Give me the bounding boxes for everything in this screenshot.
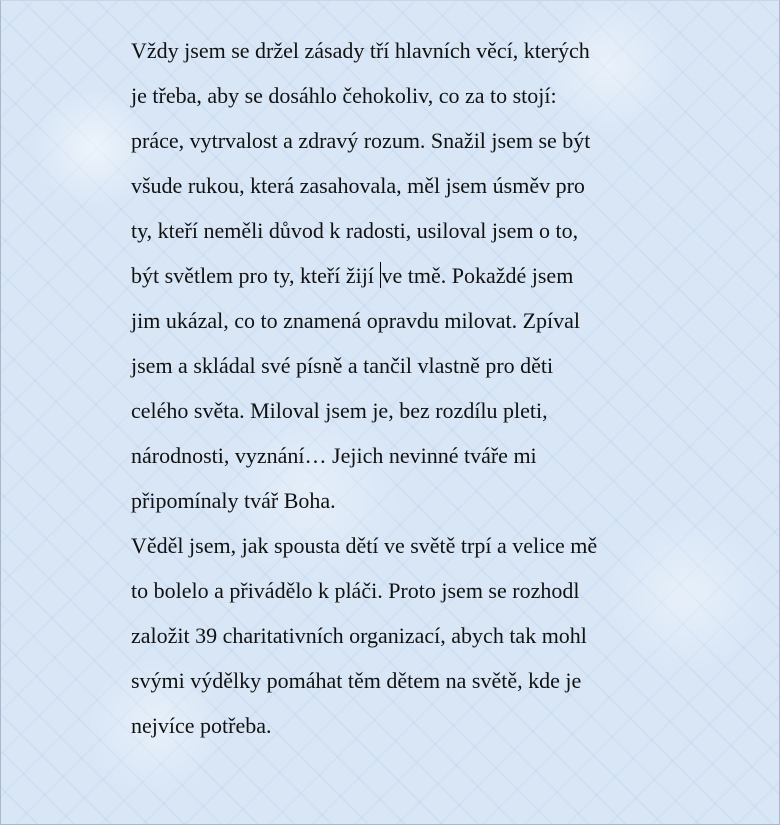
text-line-6: [131, 253, 711, 298]
text-line-1: Vždy jsem se držel zásady tří hlavních věcí, kterých: [131, 38, 590, 63]
text-line-10: národnosti, vyznání… Jejich nevinné tváře mi: [131, 443, 537, 468]
text-line-3: práce, vytrvalost a zdravý rozum. Snažil jsem se být: [131, 128, 591, 153]
text-line-16: nejvíce potřeba.: [131, 713, 272, 738]
text-line-13: to bolelo a přivádělo k pláči. Proto jsem se rozhodl: [131, 578, 580, 603]
text-line-6-tail: ve tmě. Pokaždé jsem: [381, 263, 574, 288]
text-line-5: ty, kteří neměli důvod k radosti, usiloval jsem o to,: [131, 218, 579, 243]
text-line-15: svými výdělky pomáhat těm dětem na světě, kde je: [131, 668, 582, 693]
text-line-6-head: být světlem pro ty, kteří žijí: [131, 263, 380, 288]
text-line-12: Věděl jsem, jak spousta dětí ve světě trpí a velice mě: [131, 533, 598, 558]
text-body[interactable]: [131, 28, 711, 748]
text-line-7: jim ukázal, co to znamená opravdu milovat. Zpíval: [131, 308, 581, 333]
text-line-14: založit 39 charitativních organizací, abych tak mohl: [131, 623, 587, 648]
text-line-4: všude rukou, která zasahovala, měl jsem úsměv pro: [131, 173, 585, 198]
text-line-11: připomínaly tvář Boha.: [131, 488, 336, 513]
text-line-8: jsem a skládal své písně a tančil vlastně pro děti: [131, 353, 554, 378]
text-line-9: celého světa. Miloval jsem je, bez rozdílu pleti,: [131, 398, 548, 423]
text-line-2: je třeba, aby se dosáhlo čehokoliv, co za to stojí:: [131, 83, 557, 108]
